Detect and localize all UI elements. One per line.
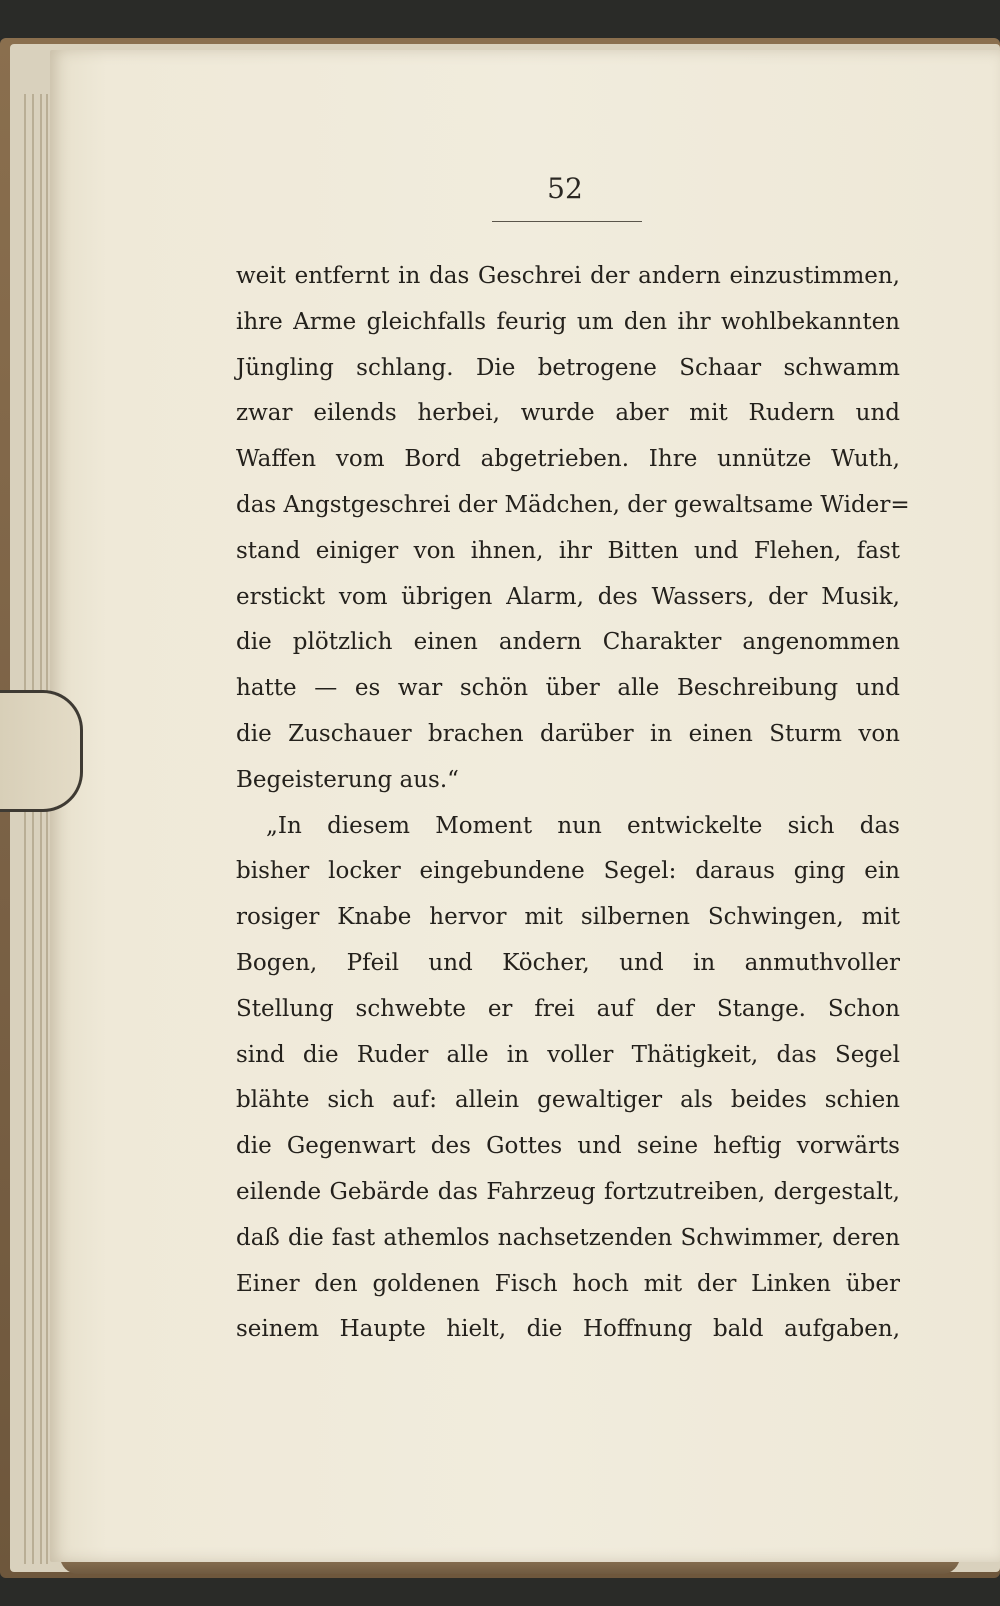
text-line: Einer den goldenen Fisch hoch mit der Linken über (236, 1270, 900, 1297)
text-line: zwar eilends herbei, wurde aber mit Rudern und (236, 400, 900, 427)
page-tab-marker (0, 690, 83, 812)
text-line: ihre Arme gleichfalls feurig um den ihr wohlbekannten (236, 308, 900, 335)
page-edge-line (40, 94, 42, 1564)
text-line: Jüngling schlang. Die betrogene Schaar schwamm (236, 354, 900, 381)
text-line: Begeisterung aus.“ (236, 766, 459, 793)
text-line: eilende Gebärde das Fahrzeug fortzutreiben, dergestalt, (236, 1178, 900, 1205)
text-line: daß die fast athemlos nachsetzenden Schwimmer, deren (236, 1224, 900, 1251)
text-line: bisher locker eingebundene Segel: daraus ging ein (236, 858, 900, 885)
text-line: die Gegenwart des Gottes und seine heftig vorwärts (236, 1133, 900, 1160)
text-line: erstickt vom übrigen Alarm, des Wassers, der Musik, (236, 583, 900, 610)
text-line: weit entfernt in das Geschrei der andern einzustimmen, (236, 263, 900, 289)
text-line: hatte — es war schön über alle Beschreibung und (236, 675, 900, 702)
text-line: Stellung schwebte er frei auf der Stange. Schon (236, 995, 900, 1022)
text-line: blähte sich auf: allein gewaltiger als beides schien (236, 1087, 900, 1114)
text-line: die Zuschauer brachen darüber in einen Sturm von (236, 720, 900, 747)
text-line: Bogen, Pfeil und Köcher, und in anmuthvoller (236, 949, 900, 976)
text-line: Waffen vom Bord abgetrieben. Ihre unnütze Wuth, (236, 446, 900, 473)
header-rule (492, 221, 642, 222)
page-edge-line (24, 94, 26, 1564)
text-line: seinem Haupte hielt, die Hoffnung bald aufgaben, (236, 1316, 900, 1343)
text-line: rosiger Knabe hervor mit silbernen Schwingen, mit (236, 904, 900, 931)
body-text (236, 254, 910, 1353)
text-line: stand einiger von ihnen, ihr Bitten und Flehen, fast (236, 537, 900, 564)
text-line: „In diesem Moment nun entwickelte sich das (266, 812, 900, 839)
page-edge-line (46, 94, 48, 1564)
text-line: sind die Ruder alle in voller Thätigkeit, das Segel (236, 1041, 900, 1068)
text-line: die plötzlich einen andern Charakter angenommen (236, 629, 900, 656)
text-line: das Angstgeschrei der Mädchen, der gewaltsame Wider= (236, 491, 910, 518)
page-number: 52 (547, 172, 583, 205)
page-edge-line (32, 94, 34, 1564)
